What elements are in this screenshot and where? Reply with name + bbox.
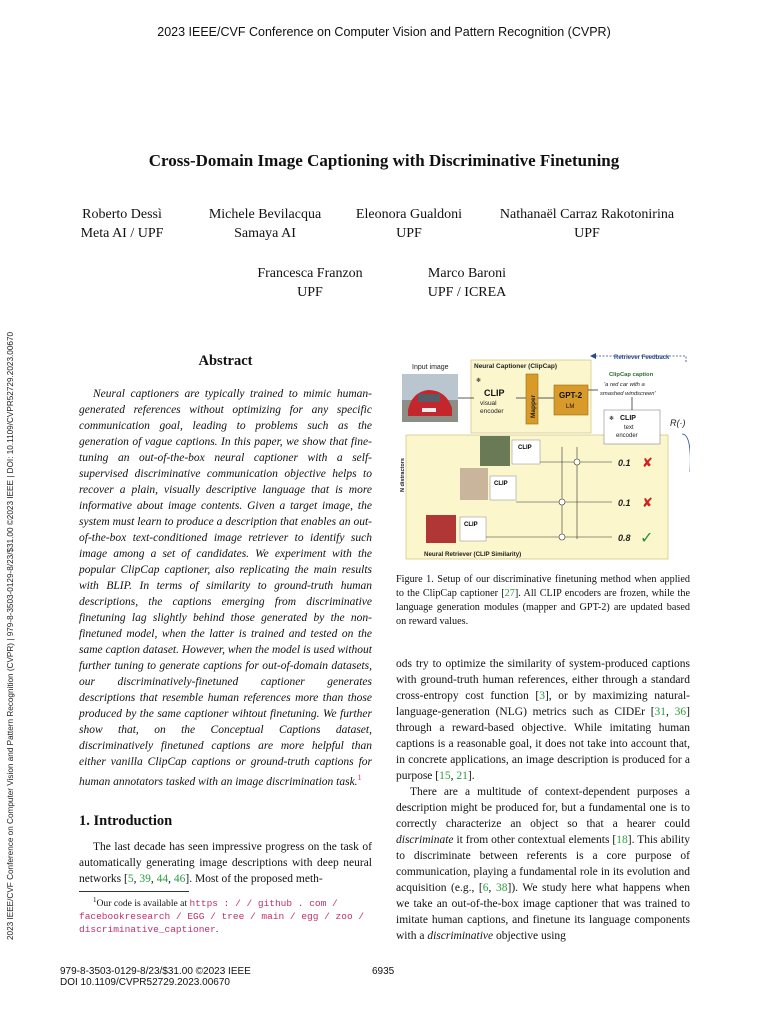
car-plate: [422, 408, 436, 412]
figure-1-caption: [396, 573, 690, 629]
gpt2-label: GPT-2: [559, 391, 583, 400]
clip-visual-encoder-small: [512, 440, 540, 464]
paper-title: Cross-Domain Image Captioning with Discriminative Finetuning: [148, 151, 620, 170]
emphasis: discriminate: [396, 834, 454, 846]
citation[interactable]: 5: [127, 873, 134, 885]
body-text: ] through a reward-based objective. While imitating human captions is a reasonable goal, it does not take into account that, in concrete applications, an image description is produced for a purpose [: [396, 706, 690, 782]
author-name: Roberto Dessì: [82, 207, 162, 222]
citation[interactable]: 38: [496, 882, 508, 894]
check-icon: ✓: [640, 530, 654, 547]
author-name: Eleonora Gualdoni: [355, 207, 463, 222]
abstract: [79, 386, 372, 790]
visual-encoder-text: encoder: [480, 408, 504, 415]
clipcap-caption-label: ClipCap caption: [609, 372, 654, 378]
clip-visual-encoder-small: [490, 476, 516, 500]
citation[interactable]: 3: [539, 690, 545, 702]
dot-product-node: [559, 499, 565, 505]
reward-label: R(·): [670, 418, 686, 428]
mapper-label: Mapper: [530, 394, 537, 418]
author-affiliation: Meta AI / UPF: [80, 226, 164, 241]
author-affiliation: UPF: [574, 226, 600, 241]
body-text: ]). We study here what happens when we take an out-of-the-box image captioner that was trained to imitate human captions, and finetune its language components with a: [396, 882, 691, 942]
neural-retriever-label: Neural Retriever (CLIP Similarity): [424, 551, 522, 558]
cross-icon: ✘: [642, 495, 653, 510]
body-text: ]. This ability to discriminate between referents is a core purpose of communication, playing a fundamental role in its evolution and acquisition (e.g., [: [396, 834, 690, 894]
conference-header: 2023 IEEE/CVF Conference on Computer Vision and Pattern Recognition (CVPR): [157, 25, 611, 39]
code-link[interactable]: discriminative_captioner: [79, 924, 216, 936]
page-number: 6935: [372, 966, 395, 977]
author-3: [340, 205, 478, 243]
caption-text: 'a red car with a: [604, 382, 645, 388]
caption-text: ]. All CLIP encoders are frozen, while the language generation modules (mapper and GPT-2) are updated based on reward values.: [396, 588, 691, 627]
car-windscreen: [418, 394, 440, 402]
body-text: it from other contextual elements [: [453, 834, 617, 846]
text-encoder-text: encoder: [616, 433, 638, 439]
score-2: 0.1: [618, 498, 631, 508]
feedback-arrowhead: [590, 353, 596, 359]
body-text: objective using: [493, 930, 566, 942]
author-2: [190, 205, 340, 243]
citation[interactable]: 21: [456, 770, 468, 782]
author-4: [484, 205, 690, 243]
code-link[interactable]: facebookresearch / EGG / tree / main / egg / zoo /: [79, 911, 365, 923]
retriever-feedback-label: Retriever Feedback: [614, 355, 670, 361]
clip-visual-label: CLIP: [484, 388, 505, 398]
author-name: Michele Bevilacqua: [208, 207, 322, 222]
score-1: 0.1: [618, 458, 631, 468]
body-text: ].: [467, 770, 475, 782]
author-affiliation: UPF: [297, 285, 323, 300]
author-affiliation: UPF / ICREA: [427, 285, 507, 300]
footer-isbn: [60, 966, 251, 988]
candidate-image: [480, 436, 510, 466]
author-name: Francesca Franzon: [257, 266, 363, 281]
caption-text: smashed windscreen': [600, 391, 656, 397]
footnote-text: Our code is available at: [96, 898, 190, 910]
footnote-mark: 1: [93, 896, 97, 904]
author-affiliation: Samaya AI: [234, 226, 296, 241]
text-encoder-text: text: [624, 425, 634, 431]
neural-captioner-label: Neural Captioner (ClipCap): [474, 363, 558, 370]
citation[interactable]: 6: [482, 882, 489, 894]
visual-encoder-text: visual: [480, 400, 497, 407]
body-text: ods try to optimize the similarity of system-produced captions with ground-truth human references, either through a standard cross-entropy cost function [: [396, 658, 690, 702]
introduction-heading: 1. Introduction: [79, 813, 173, 829]
reward-brace: [682, 434, 690, 472]
citation[interactable]: 46: [173, 873, 186, 885]
citation[interactable]: 15: [439, 770, 451, 782]
dot-product-node: [574, 459, 580, 465]
citation[interactable]: 27: [504, 588, 515, 599]
author-5: [240, 264, 380, 302]
citation[interactable]: 36: [674, 706, 687, 718]
clip-text-label: CLIP: [620, 415, 636, 422]
body-text: ], or by maximizing natural-language-generation (NLG) metrics such as CIDEr [: [396, 690, 690, 718]
ieee-sidebar-notice: 2023 IEEE/CVF Conference on Computer Vision and Pattern Recognition (CVPR) | 979-8-3503-0129-8/23/$31.00 ©2023 IEEE | DOI: 10.1109/CVPR52729.2023.00670: [6, 331, 15, 940]
citation[interactable]: 39: [139, 873, 151, 885]
right-column-body: ods try to optimize the similarity of system-produced captions with ground-truth human references, either through a standard cross-entropy cost function [3], or by maximizing natural-language-generation (NLG) metrics such as CIDEr [31, 36] through a reward-based objective. While imitating human captions is a reasonable goal, it does not take into account that, in concrete applications, an image description is produced for a purpose [15, 21]. There are a multitude of context-dependent purposes a description might be produced for, but a fundamental one is to correctly characterize an object so that a hearer could discriminate it from other contextual elements [18]. This ability to discriminate between referents is a core purpose of communication, playing a fundamental role in its evolution and acquisition (e.g., [6, 38]). We study here what happens when we take an out-of-the-box image captioner that was trained to imitate human captions, and finetune its language components with a discriminative objective using: [396, 658, 691, 942]
clip-visual-encoder-small: [460, 517, 486, 541]
intro-text: The last decade has seen impressive progress on the task of automatically generating image descriptions with deep neural networks [: [79, 841, 372, 885]
lm-label: LM: [566, 404, 575, 410]
dot-product-node: [559, 534, 565, 540]
candidate-image: [460, 468, 488, 500]
footer-line: DOI 10.1109/CVPR52729.2023.00670: [60, 977, 230, 988]
author-affiliation: UPF: [396, 226, 422, 241]
clip-small-label: CLIP: [464, 522, 478, 528]
footnote-end: .: [215, 924, 219, 936]
body-text: There are a multitude of context-dependent purposes a description might be produced for, but a fundamental one is to correctly characterize an object so that a hearer could: [396, 786, 690, 830]
snowflake-icon: ❄: [476, 378, 482, 384]
emphasis: discriminative: [427, 930, 494, 942]
score-3: 0.8: [618, 533, 631, 543]
clip-small-label: CLIP: [494, 481, 508, 487]
author-6: [402, 264, 532, 302]
author-name: Nathanaël Carraz Rakotonirina: [499, 207, 675, 222]
gpt2-block: [554, 385, 588, 415]
footnote: [79, 894, 372, 936]
footnote-ref[interactable]: 1: [357, 773, 362, 782]
footer-line: 979-8-3503-0129-8/23/$31.00 ©2023 IEEE: [60, 966, 251, 977]
snowflake-icon: ❄: [609, 416, 615, 422]
abstract-text: Neural captioners are typically trained to mimic human-generated references without optimizing for any specific communication goal, leading to problems such as the generation of vague captions. In this paper, we show that fine-tuning an out-of-the-box neural captioner with a self-supervised discriminative communication objective helps to recover a plain, visually descriptive language that is more informative about image contents. Given a target image, the system must learn to produce a description that enables an out-of-the-box text-conditioned image retriever to identify such image among a set of candidates. We experiment with the popular ClipCap captioner, also replicating the main results with BLIP. In terms of similarity to ground-truth human descriptions, the captions emerging from discriminative finetuning lag slightly behind those generated by the non-finetuned model, when the latter is trained and tested on the same caption dataset. However, when the model is used without further tuning to generate captions for out-of-domain datasets, our discriminatively-finetuned captioner generates descriptions that resemble human references more than those produced by the same captioner wihtout finetuning. We further show that, on the Conceptual Captions dataset, discriminatively finetuned captions are more helpful than either vanilla ClipCap captions or ground-truth captions for human annotators tasked with an image discrimination task.: [79, 388, 372, 788]
n-distractors-label: N distractors: [400, 458, 406, 492]
code-link[interactable]: https : / / github . com /: [189, 898, 338, 910]
clip-small-label: CLIP: [518, 445, 532, 451]
cross-icon: ✘: [642, 455, 653, 470]
candidate-image-target: [426, 515, 456, 543]
author-1: [72, 205, 172, 243]
abstract-heading: Abstract: [198, 353, 253, 369]
introduction-body: The last decade has seen impressive progress on the task of automatically generating image descriptions with deep neural networks [5, 39, 44, 46]. Most of the proposed meth-: [79, 841, 372, 885]
input-image-label: Input image: [412, 364, 449, 371]
intro-text: ]. Most of the proposed meth-: [185, 873, 323, 885]
footnote-rule: [79, 891, 189, 892]
caption-text: Figure 1. Setup of our discriminative finetuning method when applied to the ClipCap captioner [: [396, 574, 690, 599]
citation[interactable]: 44: [156, 873, 169, 885]
author-name: Marco Baroni: [427, 266, 507, 281]
figure-1-diagram: [396, 352, 690, 566]
citation[interactable]: 18: [616, 834, 628, 846]
citation[interactable]: 31: [654, 706, 667, 718]
